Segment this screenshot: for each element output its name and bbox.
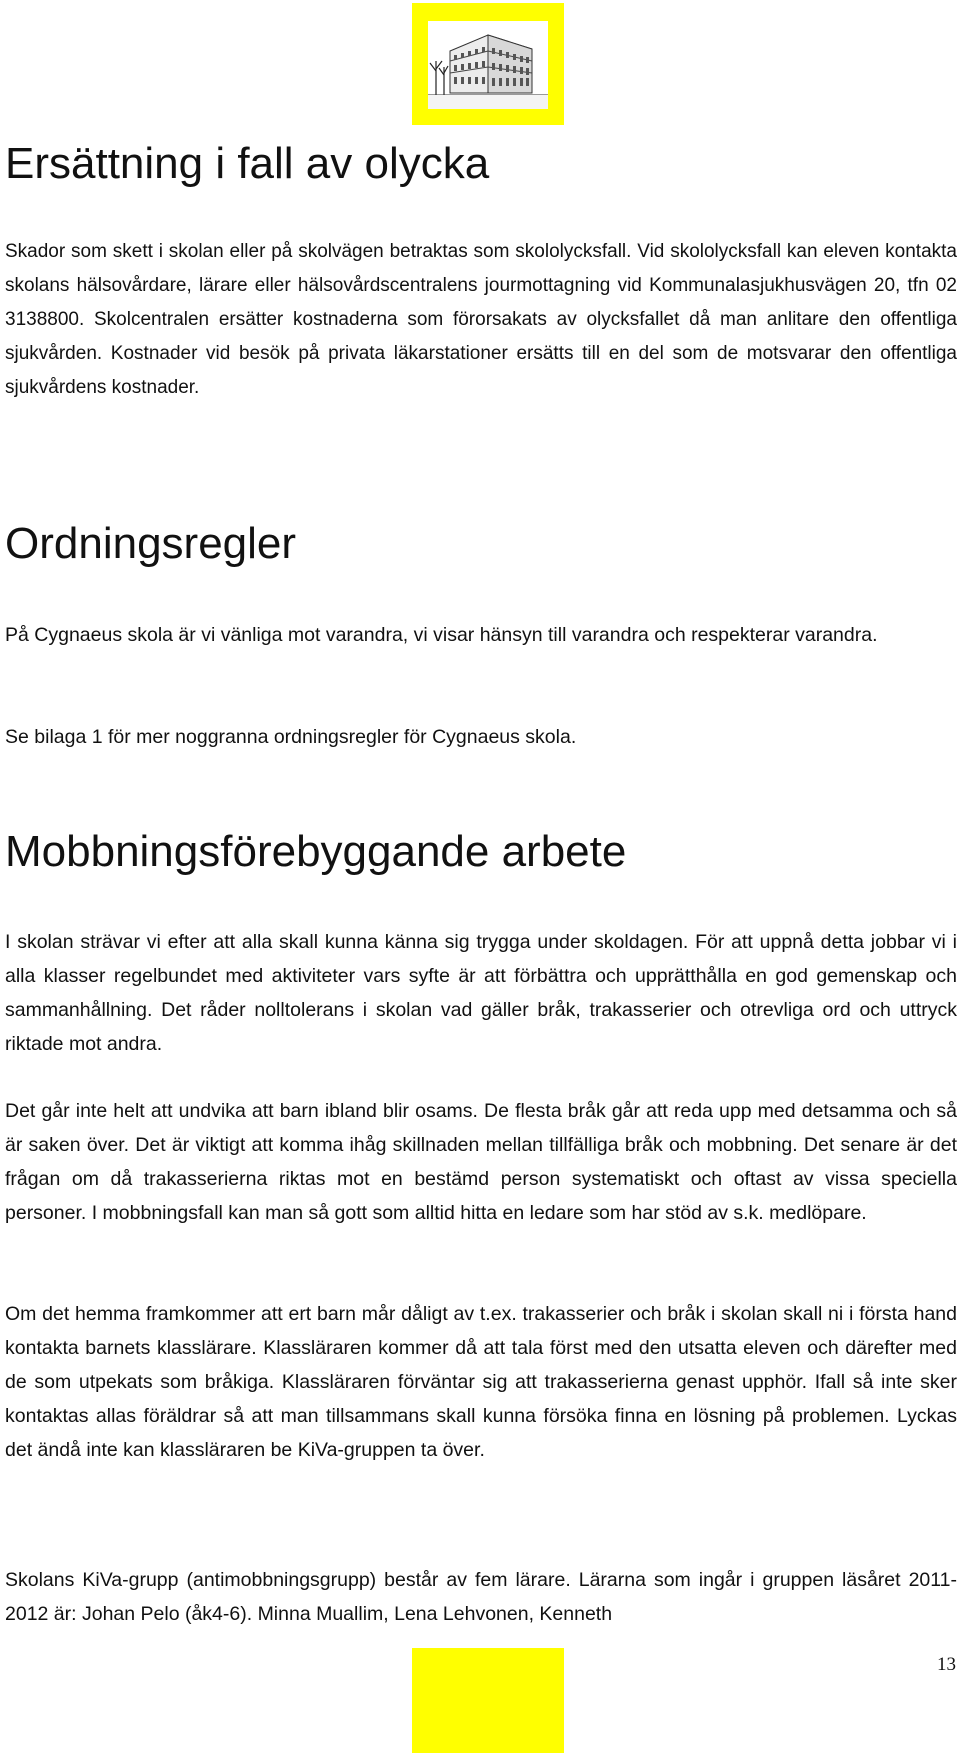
footer-yellow-block [412,1648,564,1753]
paragraph-mobbning-2: Det går inte helt att undvika att barn ibland blir osams. De flesta bråk går att reda upp med detsamma och så är saken över. Det är viktigt att komma ihåg skillnaden mellan tillfälliga bråk och mobbning. Det senare är det frågan om då trakasserierna riktas mot en bestämd person systematiskt och oftast av vissa speciella personer. I mobbningsfall kan man så gott som alltid hitta en ledare som har stöd av s.k. medlöpare. [5,1100,957,1224]
paragraph-mobbning-1: I skolan strävar vi efter att alla skall kunna känna sig trygga under skoldagen. För att uppnå detta jobbar vi i alla klasser regelbundet med aktiviteter vars syfte är att förbättra och upprätthålla en god gemenskap och sammanhållning. Det råder nolltolerans i skolan vad gäller bråk, trakasserier och otrevliga ord och uttryck riktade mot andra. [5,931,957,1055]
school-logo [412,3,564,125]
heading-ordningsregler: Ordningsregler [5,519,297,568]
paragraph-ordningsregler-2: Se bilaga 1 för mer noggranna ordningsregler för Cygnaeus skola. [5,726,577,748]
paragraph-mobbning-4: Skolans KiVa-grupp (antimobbningsgrupp) består av fem lärare. Lärarna som ingår i gruppen läsåret 2011-2012 är: Johan Pelo (åk4-6). Minna Muallim, Lena Lehvonen, Kenneth [5,1569,957,1625]
page-number: 13 [937,1654,956,1675]
heading-mobbning: Mobbningsförebyggande arbete [5,827,627,876]
paragraph-ersattning: Skador som skett i skolan eller på skolvägen betraktas som skololycksfall. Vid skololycksfall kan eleven kontakta skolans hälsovårdare, lärare eller hälsovårdscentralens jourmottagning vid Kommunalasjukhusvägen 20, tfn 02 3138800. Skolcentralen ersätter kostnaderna som förorsakats av olycksfallet då man anlitare den offentliga sjukvården. Kostnader vid besök på privata läkarstationer ersätts till en del som de motsvarar den offentliga sjukvårdens kostnader. [5,241,957,398]
paragraph-mobbning-3: Om det hemma framkommer att ert barn mår dåligt av t.ex. trakasserier och bråk i skolan skall ni i första hand kontakta barnets klasslärare. Klassläraren kommer då att tala först med den utsatta eleven och därefter med de som utpekats som bråkiga. Klassläraren förväntar sig att trakasserierna genast upphör. Ifall så inte sker kontaktas allas föräldrar så att man tillsammans skall kunna försöka finna en lösning på problemen. Lyckas det ändå inte kan klassläraren be KiVa-gruppen ta över. [5,1303,957,1461]
heading-ersattning: Ersättning i fall av olycka [5,139,490,188]
school-building-icon [428,21,548,109]
paragraph-ordningsregler-1: På Cygnaeus skola är vi vänliga mot varandra, vi visar hänsyn till varandra och respekterar varandra. [5,624,878,646]
